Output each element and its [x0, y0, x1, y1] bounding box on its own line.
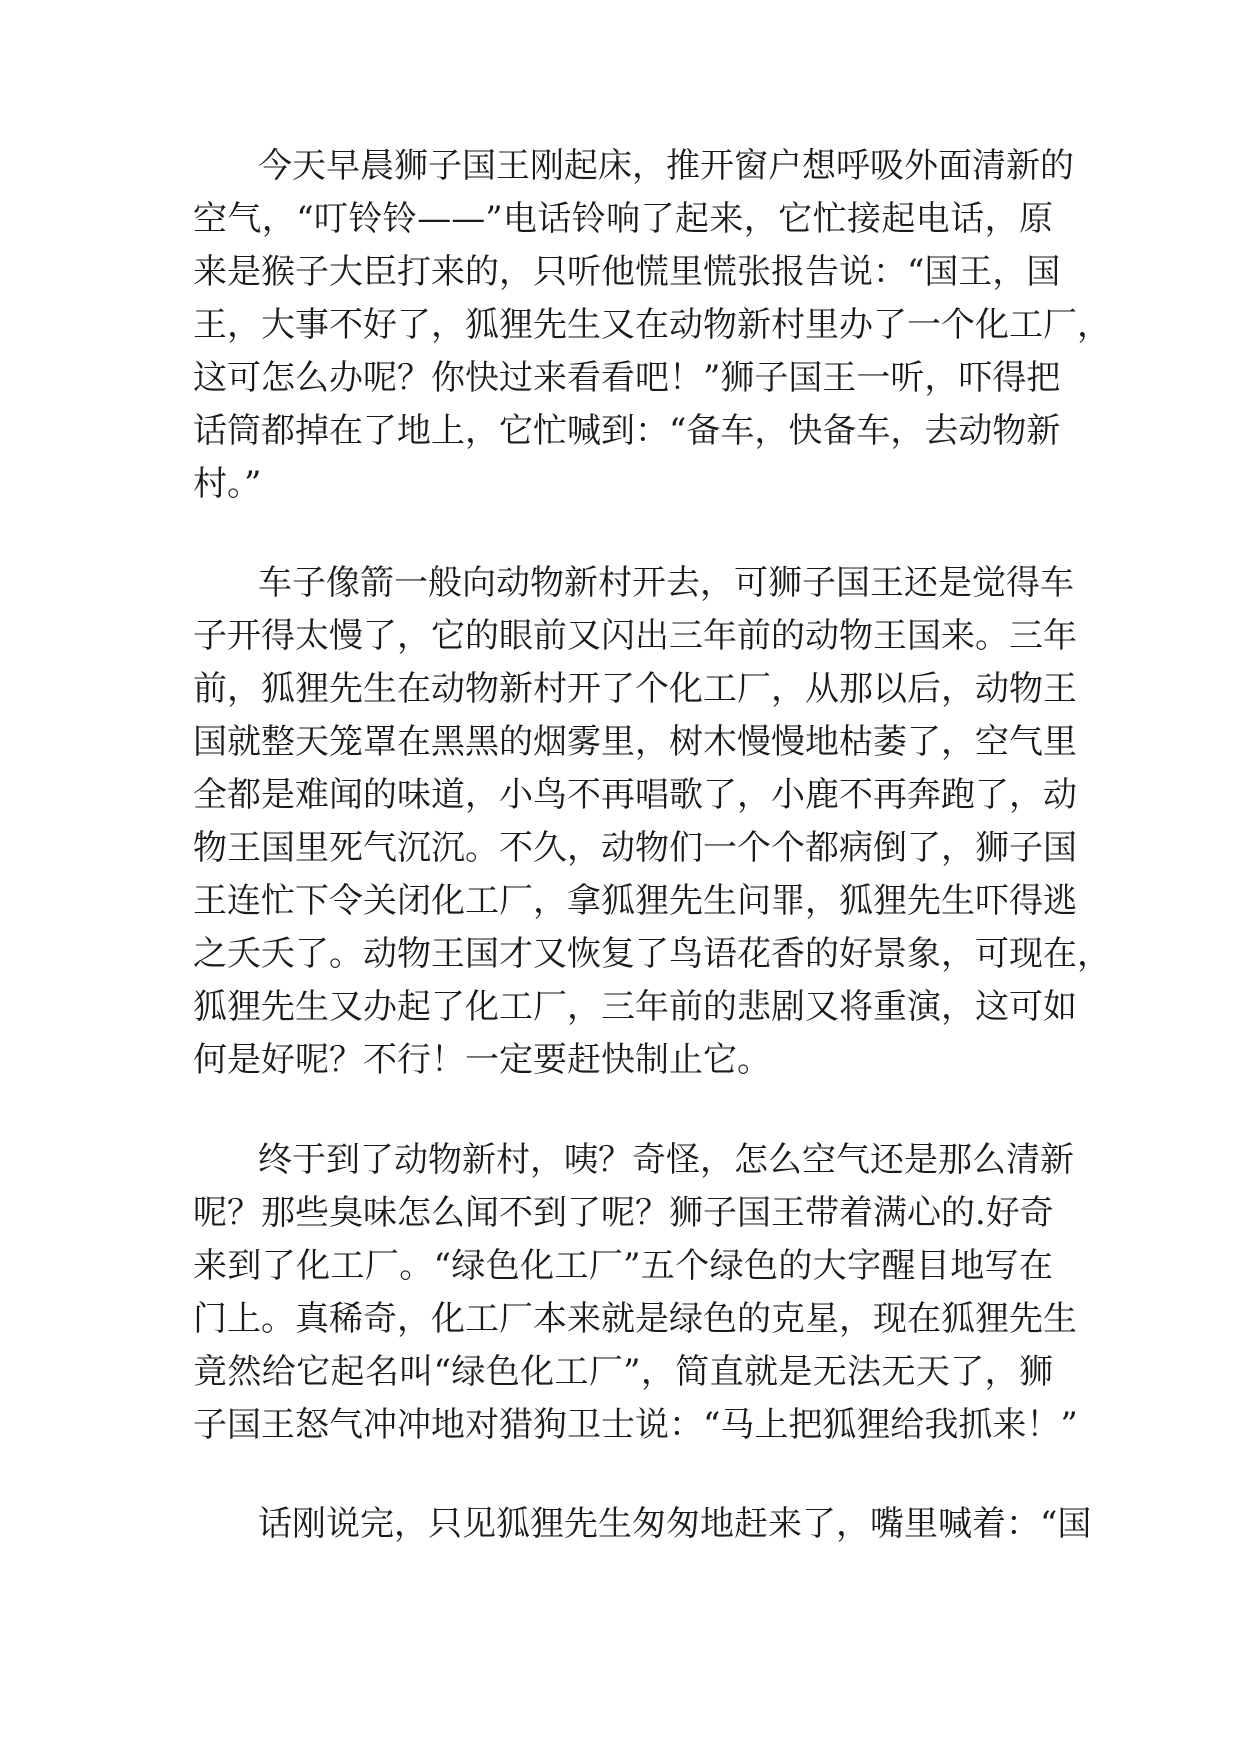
text-line: 来是猴子大臣打来的，只听他慌里慌张报告说：“国王，国 [193, 252, 1061, 292]
text-line: 车子像箭一般向动物新村开去，可狮子国王还是觉得车 [258, 563, 1074, 603]
text-line: 子开得太慢了，它的眼前又闪出三年前的动物王国来。三年 [193, 616, 1077, 656]
text-line: 这可怎么办呢？你快过来看看吧！”狮子国王一听，吓得把 [193, 358, 1061, 398]
text-line: 狐狸先生又办起了化工厂，三年前的悲剧又将重演，这可如 [193, 987, 1077, 1027]
text-line: 国就整天笼罩在黑黑的烟雾里，树木慢慢地枯萎了，空气里 [193, 722, 1077, 762]
text-line: 竟然给它起名叫“绿色化工厂”，简直就是无法无天了，狮 [193, 1352, 1053, 1392]
text-line: 终于到了动物新村，咦？奇怪，怎么空气还是那么清新 [258, 1140, 1074, 1180]
text-line: 何是好呢？不行！一定要赶快制止它。 [193, 1040, 771, 1080]
text-line: 村。” [193, 464, 262, 504]
text-line: 子国王怒气冲冲地对猎狗卫士说：“马上把狐狸给我抓来！” [193, 1405, 1078, 1445]
text-line: 全都是难闻的味道，小鸟不再唱歌了，小鹿不再奔跑了，动 [193, 775, 1077, 815]
text-line: 话刚说完，只见狐狸先生匆匆地赶来了，嘴里喊着：“国 [258, 1504, 1092, 1544]
text-line: 前，狐狸先生在动物新村开了个化工厂，从那以后，动物王 [193, 669, 1077, 709]
text-line: 来到了化工厂。“绿色化工厂”五个绿色的大字醒目地写在 [193, 1246, 1053, 1286]
text-line: 今天早晨狮子国王刚起床，推开窗户想呼吸外面清新的 [258, 146, 1074, 186]
text-line: 之夭夭了。动物王国才又恢复了鸟语花香的好景象，可现在， [193, 934, 1111, 974]
text-line: 王连忙下令关闭化工厂，拿狐狸先生问罪，狐狸先生吓得逃 [193, 881, 1077, 921]
text-line: 话筒都掉在了地上，它忙喊到：“备车，快备车，去动物新 [193, 411, 1061, 451]
text-line: 呢？那些臭味怎么闻不到了呢？狮子国王带着满心的.好奇 [193, 1193, 1054, 1233]
text-line: 物王国里死气沉沉。不久，动物们一个个都病倒了，狮子国 [193, 828, 1077, 868]
text-line: 门上。真稀奇，化工厂本来就是绿色的克星，现在狐狸先生 [193, 1299, 1077, 1339]
text-line: 空气，“叮铃铃——”电话铃响了起来，它忙接起电话，原 [193, 199, 1053, 239]
text-line: 王，大事不好了，狐狸先生又在动物新村里办了一个化工厂， [193, 305, 1111, 345]
